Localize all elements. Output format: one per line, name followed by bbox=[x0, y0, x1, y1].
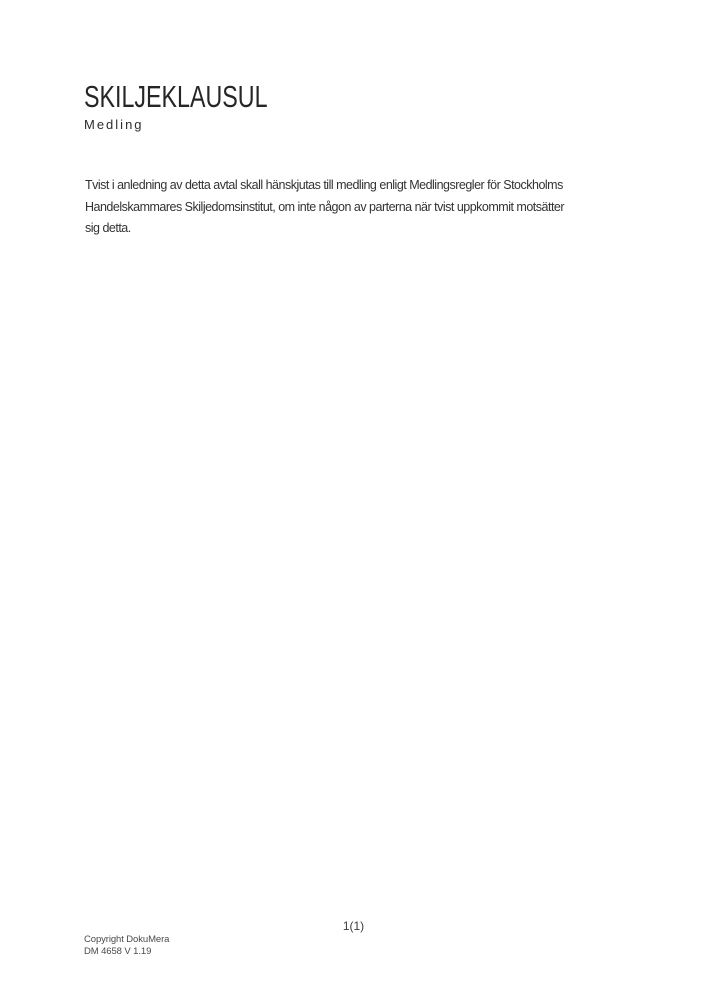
document-footer bbox=[84, 934, 169, 957]
document-title: SKILJEKLAUSUL bbox=[84, 79, 268, 114]
body-line: Tvist i anledning av detta avtal skall hänskjutas till medling enligt Medlingsregler för Stockholms bbox=[85, 178, 563, 192]
body-line: Handelskammares Skiljedomsinstitut, om inte någon av parterna när tvist uppkommit motsätter bbox=[85, 199, 565, 214]
body-paragraph bbox=[85, 175, 564, 240]
copyright-line: Copyright DokuMera bbox=[84, 934, 170, 945]
body-line: sig detta. bbox=[85, 221, 131, 235]
doc-id-line: DM 4658 V 1.19 bbox=[84, 945, 152, 957]
document-subtitle: Medling bbox=[84, 117, 144, 132]
page-number: 1(1) bbox=[342, 919, 365, 933]
